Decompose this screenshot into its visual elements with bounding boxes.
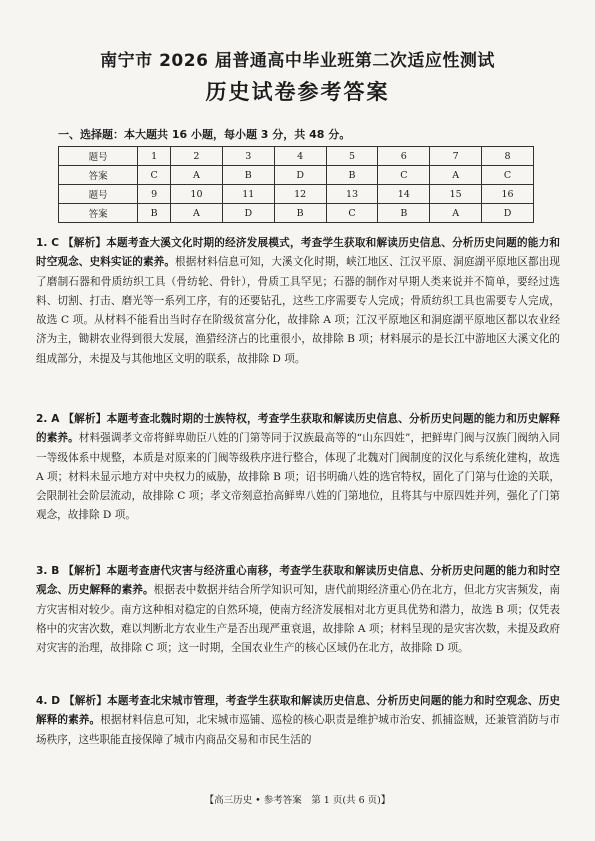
analysis-body: 根据材料信息可知，大溪文化时期，峡江地区、江汉平原、洞庭湖平原地区都出现了磨制石器和骨质纺织工具（骨纺轮、骨针），骨质工具罕见；石器的制作对早期人类来说并不简单，要经过选料、切割、打击、磨光等一系列工序，有的还要钻孔，这些工序需要专人完成；骨质纺织工具也需要专人完成，故选 C 项。从材料不能看出当时存在阶级贫富分化，故排除 A 项；江汉平原地区和洞庭湖平原地区都以农业经济为主，锄耕农业得到很大发展，渔猎经济占的比重很小，故排除 B 项；材料展示的是长江中游地区大溪文化的组成部分，未提及与其他地区文明的联系，故排除 D 项。 <box>36 256 560 365</box>
answer-cell: C <box>138 166 171 185</box>
answer-cell: C <box>378 166 430 185</box>
analysis-heading: 4. D 【解析】本题考查北宋城市管理，考查学生获取和解读历史信息、分析历史问题的能力和时空观念、历史解释的素养。 <box>36 695 560 727</box>
analysis-q2 <box>36 410 560 526</box>
analysis-q1 <box>36 234 560 369</box>
question-number: 11 <box>222 185 274 204</box>
question-number: 15 <box>430 185 482 204</box>
analysis-q3 <box>36 562 560 658</box>
answer-cell: A <box>430 204 482 223</box>
row-label: 答案 <box>59 166 138 185</box>
analysis-heading: 3. B 【解析】本题考查唐代灾害与经济重心南移，考查学生获取和解读历史信息、分析历史问题的能力和时空观念、历史解释的素养。 <box>36 565 560 597</box>
question-number: 7 <box>430 147 482 166</box>
section-heading: 一、选择题：本大题共 16 小题，每小题 3 分，共 48 分。 <box>58 128 351 141</box>
exam-title: 南宁市 2026 届普通高中毕业班第二次适应性测试 <box>100 51 495 71</box>
answer-cell: A <box>171 204 223 223</box>
analysis-body: 根据材料信息可知，北宋城市巡铺、巡检的核心职责是维护城市治安、抓捕盗贼，还兼管消防与市场秩序，这些职能直接保障了城市内商品交易和市民生活的 <box>36 714 561 746</box>
question-number: 12 <box>274 185 326 204</box>
analysis-body: 材料强调孝文帝将鲜卑勋臣八姓的门第等同于汉族最高等的“山东四姓”，把鲜卑门阀与汉族门阀纳入同一等级体系中规整，本质是对原来的门阀等级秩序进行整合，体现了北魏对门阀制度的汉化与系统化建构，故选 A 项；材料未显示地方对中央权力的威胁，故排除 B 项；诏书明确八姓的选官特权，固化了门第与仕途的关联，会限制社会阶层流动，故排除 C 项；孝文帝刻意抬高鲜卑八姓的门第地位，且将其与中原四姓并列，强化了门第观念，故排除 D 项。 <box>36 432 561 522</box>
answer-cell: B <box>274 204 326 223</box>
analysis-q4 <box>36 692 560 750</box>
answer-row-2 <box>59 204 534 223</box>
answer-cell: B <box>222 166 274 185</box>
page-footer: 【高三历史 • 参考答案 第 1 页(共 6 页)】 <box>204 795 391 806</box>
answer-cell: A <box>171 166 223 185</box>
analysis-heading: 1. C 【解析】本题考查大溪文化时期的经济发展模式，考查学生获取和解读历史信息、分析历史问题的能力和时空观念、史料实证的素养。 <box>36 237 560 269</box>
question-number: 4 <box>274 147 326 166</box>
analysis-body: 根据表中数据并结合所学知识可知，唐代前期经济重心仍在北方，但北方灾害频发，南方灾害相对较少。南方这种相对稳定的自然环境，使南方经济发展相对北方更具优势和潜力，故选 B 项；仅凭表格中的灾害次数，难以判断北方农业生产是否出现严重衰退，故排除 A 项；材料呈现的是灾害次数，未提及政府对灾害的治理，故排除 C 项；这一时期，全国农业生产的核心区域仍在北方，故排除 D 项。 <box>36 584 560 655</box>
question-number: 6 <box>378 147 430 166</box>
question-number: 13 <box>326 185 378 204</box>
answer-row-1 <box>59 166 534 185</box>
row-label: 答案 <box>59 204 138 223</box>
answer-cell: D <box>482 204 534 223</box>
answer-table <box>58 146 534 223</box>
row-label: 题号 <box>59 147 138 166</box>
answer-cell: B <box>138 204 171 223</box>
answer-cell: B <box>378 204 430 223</box>
question-number: 14 <box>378 185 430 204</box>
answer-cell: B <box>326 166 378 185</box>
question-number: 5 <box>326 147 378 166</box>
analysis-heading: 2. A 【解析】本题考查北魏时期的士族特权，考查学生获取和解读历史信息、分析历史问题的能力和历史解释的素养。 <box>36 413 560 445</box>
question-number: 3 <box>222 147 274 166</box>
question-row-1 <box>59 147 534 166</box>
question-number: 9 <box>138 185 171 204</box>
row-label: 题号 <box>59 185 138 204</box>
question-number: 8 <box>482 147 534 166</box>
question-number: 1 <box>138 147 171 166</box>
answer-cell: C <box>482 166 534 185</box>
question-number: 10 <box>171 185 223 204</box>
exam-subtitle: 历史试卷参考答案 <box>205 80 390 104</box>
answer-cell: D <box>222 204 274 223</box>
answer-cell: A <box>430 166 482 185</box>
question-number: 2 <box>171 147 223 166</box>
question-row-2 <box>59 185 534 204</box>
answer-cell: D <box>274 166 326 185</box>
answer-cell: C <box>326 204 378 223</box>
question-number: 16 <box>482 185 534 204</box>
